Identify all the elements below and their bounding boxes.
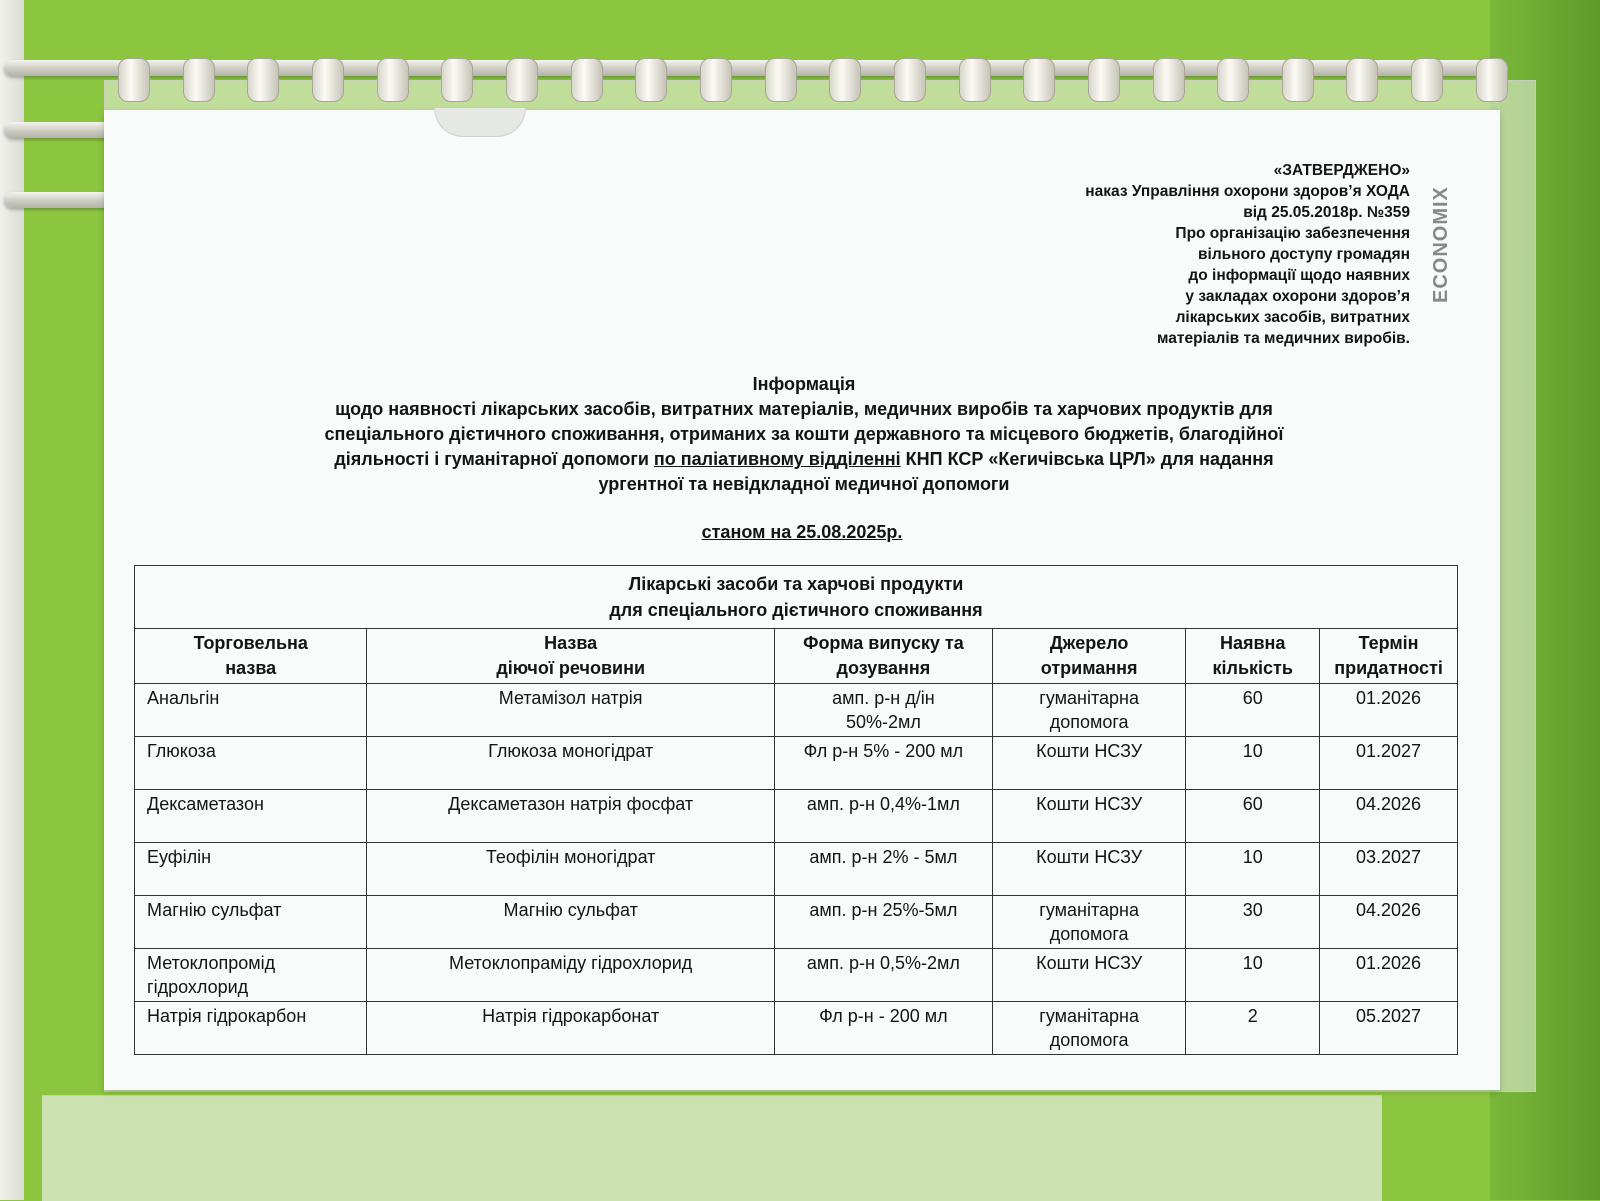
expiry-cell: 01.2026 [1320, 949, 1458, 1002]
form-cell: амп. р-н 0,5%-2мл [774, 949, 992, 1002]
trade-name-cell: Еуфілін [135, 843, 367, 896]
binder-rod [4, 122, 114, 138]
table-row [135, 843, 1458, 896]
source-cell: Кошти НСЗУ [992, 737, 1185, 790]
substance-cell: Метамізол натрія [367, 684, 774, 737]
expiry-cell: 03.2027 [1320, 843, 1458, 896]
approval-line: Про організацію забезпечення [1175, 225, 1410, 242]
heading-line: щодо наявності лікарських засобів, витратних матеріалів, медичних виробів та харчових продуктів для [335, 399, 1273, 419]
column-header: Термін придатності [1320, 629, 1458, 684]
expiry-cell: 04.2026 [1320, 896, 1458, 949]
expiry-cell: 05.2027 [1320, 1002, 1458, 1055]
quantity-cell: 10 [1186, 843, 1320, 896]
source-cell: Кошти НСЗУ [992, 843, 1185, 896]
form-cell: амп. р-н 0,4%-1мл [774, 790, 992, 843]
heading-line: спеціального дієтичного споживання, отриманих за кошти державного та місцевого бюджетів, благодійної [324, 424, 1284, 444]
substance-cell: Глюкоза моногідрат [367, 737, 774, 790]
form-cell: Фл р-н - 200 мл [774, 1002, 992, 1055]
table-row [135, 896, 1458, 949]
form-cell: амп. р-н 25%-5мл [774, 896, 992, 949]
column-header: Торговельна назва [135, 629, 367, 684]
substance-cell: Дексаметазон натрія фосфат [367, 790, 774, 843]
heading-line: діяльності і гуманітарної допомоги по паліативному відділенні КНП КСР «Кегичівська ЦРЛ» для надання [334, 449, 1274, 469]
substance-cell: Метоклопраміду гідрохлорид [367, 949, 774, 1002]
table-header-row [135, 629, 1458, 684]
trade-name-cell: Дексаметазон [135, 790, 367, 843]
approval-line: лікарських засобів, витратних [1175, 309, 1410, 326]
quantity-cell: 10 [1186, 737, 1320, 790]
form-cell: амп. р-н д/ін 50%-2мл [774, 684, 992, 737]
sleeve-notch [434, 108, 526, 137]
trade-name-cell: Натрія гідрокарбон [135, 1002, 367, 1055]
source-cell: гуманітарна допомога [992, 1002, 1185, 1055]
department-name: по паліативному відділенні [653, 449, 901, 469]
trade-name-cell: Магнію сульфат [135, 896, 367, 949]
medicines-table [134, 565, 1458, 1055]
table-row [135, 737, 1458, 790]
trade-name-cell: Метоклопромід гідрохлорид [135, 949, 367, 1002]
source-cell: гуманітарна допомога [992, 896, 1185, 949]
binder-edge [0, 0, 24, 1200]
substance-cell: Натрія гідрокарбонат [367, 1002, 774, 1055]
quantity-cell: 10 [1186, 949, 1320, 1002]
quantity-cell: 60 [1186, 790, 1320, 843]
source-cell: гуманітарна допомога [992, 684, 1185, 737]
column-header: Форма випуску та дозування [774, 629, 992, 684]
notice-sheet [104, 110, 1500, 1090]
column-header: Назва діючої речовини [367, 629, 774, 684]
form-cell: Фл р-н 5% - 200 мл [774, 737, 992, 790]
approval-block [950, 160, 1410, 349]
expiry-cell: 01.2027 [1320, 737, 1458, 790]
trade-name-cell: Анальгін [135, 684, 367, 737]
source-cell: Кошти НСЗУ [992, 790, 1185, 843]
sleeve-brand-logo: ECONOMIX [1430, 186, 1452, 304]
approval-line: матеріалів та медичних виробів. [1157, 330, 1410, 347]
binder-rings [118, 58, 1508, 108]
as-of-date: станом на 25.08.2025р. [701, 522, 903, 542]
approval-line: наказ Управління охорони здоров’я ХОДА [1085, 183, 1410, 200]
heading-line: ургентної та невідкладної медичної допомоги [598, 474, 1010, 494]
approval-line: від 25.05.2018р. №359 [1243, 204, 1410, 221]
document-heading [184, 372, 1424, 497]
column-header: Наявна кількість [1186, 629, 1320, 684]
expiry-cell: 04.2026 [1320, 790, 1458, 843]
table-group-title: Лікарські засоби та харчові продукти для спеціального дієтичного споживання [135, 566, 1458, 629]
quantity-cell: 60 [1186, 684, 1320, 737]
table-row [135, 684, 1458, 737]
substance-cell: Магнію сульфат [367, 896, 774, 949]
plastic-sleeve-lower [42, 1095, 1382, 1201]
table-row [135, 1002, 1458, 1055]
approval-line: до інформації щодо наявних [1188, 267, 1410, 284]
binder-rod [4, 192, 114, 208]
approval-line: у закладах охорони здоров’я [1185, 288, 1410, 305]
source-cell: Кошти НСЗУ [992, 949, 1185, 1002]
quantity-cell: 30 [1186, 896, 1320, 949]
table-row [135, 949, 1458, 1002]
approval-line: «ЗАТВЕРДЖЕНО» [1273, 162, 1410, 179]
approval-line: вільного доступу громадян [1198, 246, 1410, 263]
form-cell: амп. р-н 2% - 5мл [774, 843, 992, 896]
heading-title: Інформація [752, 374, 856, 394]
expiry-cell: 01.2026 [1320, 684, 1458, 737]
column-header: Джерело отримання [992, 629, 1185, 684]
substance-cell: Теофілін моногідрат [367, 843, 774, 896]
quantity-cell: 2 [1186, 1002, 1320, 1055]
trade-name-cell: Глюкоза [135, 737, 367, 790]
table-row [135, 790, 1458, 843]
